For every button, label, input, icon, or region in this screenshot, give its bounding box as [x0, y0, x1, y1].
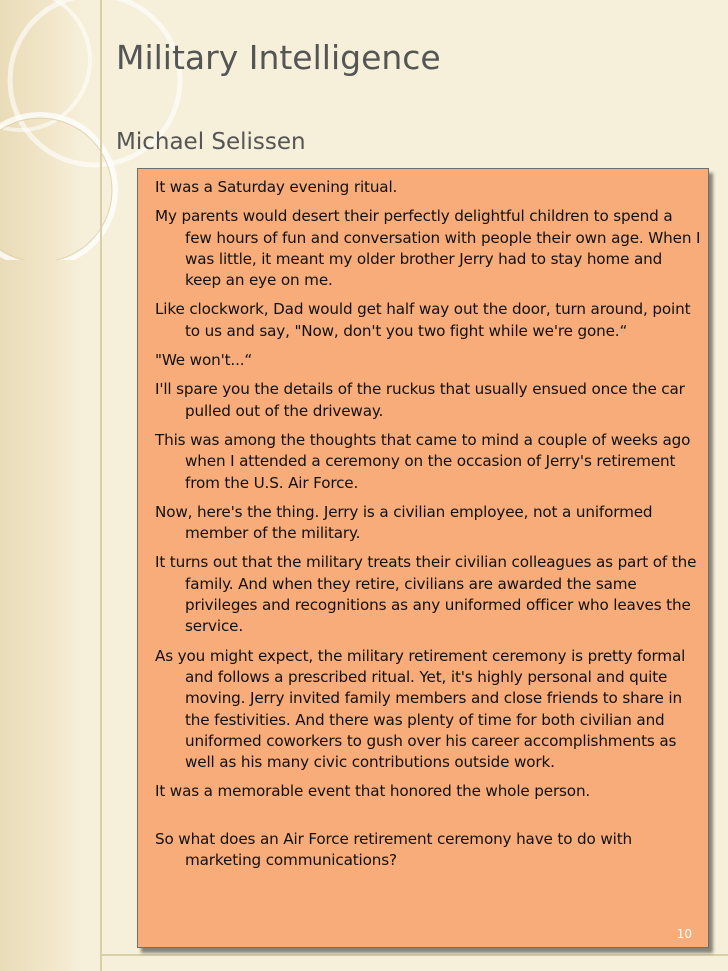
- paragraph-3: Like clockwork, Dad would get half way out the door, turn around, point to us and say, "Now, don't you two fight while we're gone.“: [155, 300, 691, 340]
- paragraph-1: It was a Saturday evening ritual.: [155, 178, 398, 196]
- story-text-box: [137, 168, 709, 948]
- page-number: 10: [676, 927, 692, 941]
- paragraph-9: As you might expect, the military retirement ceremony is pretty formal and follows a prescribed ritual. Yet, it's highly personal and quite moving. Jerry invited family members and close friends to share in the festivities. And there was plenty of time for both civilian and uniformed coworkers to gush over his career accomplishments as well as his many civic contributions outside work.: [155, 646, 686, 772]
- frame-line-horizontal: [100, 954, 728, 956]
- paragraph-10: It was a memorable event that honored the whole person.: [155, 782, 591, 801]
- frame-line-vertical: [100, 0, 102, 971]
- paragraph-8: It turns out that the military treats their civilian colleagues as part of the family. And when they retire, civilians are awarded the same privileges and recognitions as any uniformed officer who leaves the service.: [155, 553, 697, 636]
- paragraph-4: "We won't...“: [155, 351, 253, 370]
- paragraph-7: Now, here's the thing. Jerry is a civilian employee, not a uniformed member of the military.: [155, 502, 653, 543]
- page-title: Military Intelligence: [116, 38, 441, 77]
- paragraph-11: So what does an Air Force retirement ceremony have to do with marketing communications?: [155, 829, 632, 870]
- paragraph-5: I'll spare you the details of the ruckus that usually ensued once the car pulled out of the driveway.: [155, 380, 685, 420]
- paragraph-6: This was among the thoughts that came to mind a couple of weeks ago when I attended a ceremony on the occasion of Jerry's retirement from the U.S. Air Force.: [155, 430, 691, 492]
- author-name: Michael Selissen: [116, 129, 306, 155]
- paragraph-2: My parents would desert their perfectly delightful children to spend a few hours of fun and conversation with people their own age. When I was little, it meant my older brother Jerry had to stay home and keep an eye on me.: [155, 207, 701, 290]
